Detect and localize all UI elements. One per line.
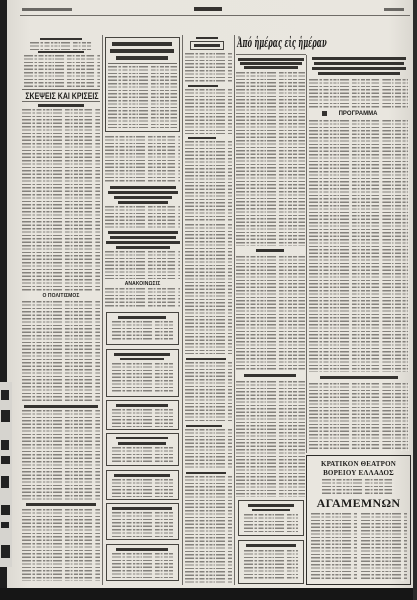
label-bar xyxy=(194,44,220,47)
ad-headline-bar xyxy=(118,442,166,445)
listing-text-lines xyxy=(185,429,232,469)
theatre-org-line-2-text: ΒΟΡΕΙΟΥ ΕΛΛΑΔΟΣ xyxy=(323,468,394,477)
ad-text-lines xyxy=(322,479,394,494)
body-text-lines xyxy=(105,288,180,308)
section-rule xyxy=(236,54,306,55)
ad-text-lines xyxy=(112,363,173,393)
body-text-lines xyxy=(105,206,180,228)
header-page-number xyxy=(384,8,404,11)
body-text-lines xyxy=(22,410,100,500)
column-title xyxy=(22,91,101,101)
ad-text-lines xyxy=(311,513,357,581)
header-masthead xyxy=(194,7,222,11)
section-rule xyxy=(22,101,100,102)
body-text-lines xyxy=(105,136,180,182)
notices-heading-text: ΑΝΑΚΟΙΝΩΣΙΣ xyxy=(124,280,161,287)
feature-title-text: Ἀπό ἡμέρας εἰς ἡμέραν xyxy=(237,35,327,51)
ad-headline-bar xyxy=(116,404,168,407)
subheading-bar xyxy=(38,104,84,107)
headline-bar xyxy=(106,241,180,244)
headline-bar xyxy=(110,186,176,189)
subheading-bar xyxy=(24,405,98,408)
headline-bar xyxy=(318,72,400,75)
header-rule xyxy=(20,15,410,16)
adjacent-page-letter xyxy=(1,440,9,450)
listing-text-lines xyxy=(185,53,232,83)
programme-heading xyxy=(328,110,388,118)
ad-text-lines xyxy=(112,479,173,497)
scan-border-right xyxy=(413,0,417,600)
listing-heading-bar xyxy=(186,472,226,474)
headline-bar xyxy=(112,42,172,46)
ad-text-lines xyxy=(361,513,407,581)
listing-text-lines xyxy=(185,362,232,422)
ad-text-lines xyxy=(112,553,173,578)
section-heading-text: Ο ΠΟΛΙΤΙΣΜΟΣ xyxy=(42,292,80,299)
body-text-lines xyxy=(309,79,409,108)
ad-headline-bar xyxy=(248,504,294,507)
section-heading xyxy=(22,292,100,299)
adjacent-page-letter xyxy=(1,505,10,515)
ad-text-lines xyxy=(112,321,173,341)
body-text-lines xyxy=(24,55,100,87)
body-text-lines xyxy=(236,381,305,497)
listing-heading-bar xyxy=(188,85,218,87)
body-text-lines xyxy=(236,256,305,370)
ad-text-lines xyxy=(112,409,173,427)
headline-bar xyxy=(196,37,218,39)
theatre-org-line-1-text: ΚΡΑΤΙΚΟΝ ΘΕΑΤΡΟΝ xyxy=(321,459,396,468)
ad-text-lines xyxy=(112,512,173,537)
ad-headline-bar xyxy=(120,358,164,360)
adjacent-page-letter xyxy=(1,456,10,464)
body-text-lines xyxy=(236,72,305,246)
section-rule xyxy=(108,63,177,64)
adjacent-page-letter xyxy=(1,390,9,400)
body-text-lines xyxy=(22,509,100,581)
headline-bar xyxy=(116,56,168,60)
ad-text-lines xyxy=(244,550,298,580)
column-rule xyxy=(234,35,235,585)
ad-headline-bar xyxy=(114,353,170,356)
headline-bar xyxy=(114,196,172,199)
headline-bar xyxy=(312,67,406,70)
adjacent-page-letter xyxy=(1,522,9,528)
body-text-lines xyxy=(309,120,409,372)
listing-heading-bar xyxy=(188,137,216,139)
body-text-lines xyxy=(30,42,92,50)
listing-text-lines xyxy=(185,224,232,354)
headline-bar xyxy=(38,51,84,53)
headline-bar xyxy=(238,58,304,61)
headline-bar xyxy=(108,191,178,194)
listing-text-lines xyxy=(185,89,232,134)
section-rule xyxy=(22,89,100,90)
headline-bar xyxy=(118,201,168,204)
listing-text-lines xyxy=(185,141,232,221)
headline-bar xyxy=(314,62,404,65)
adjacent-page-letter xyxy=(1,476,9,488)
adjacent-page-letter xyxy=(1,545,10,558)
subheading-bar xyxy=(244,374,296,377)
subheading-bar xyxy=(320,376,398,379)
column-rule xyxy=(306,55,307,453)
column-rule xyxy=(102,35,103,585)
body-text-lines xyxy=(309,383,409,451)
ad-headline-bar xyxy=(116,548,168,551)
body-text-lines xyxy=(108,66,177,128)
headline-bar xyxy=(110,236,176,239)
headline-bar xyxy=(116,246,170,249)
notices-heading xyxy=(105,280,180,287)
ad-headline-bar xyxy=(252,509,290,511)
ad-headline-bar xyxy=(246,544,296,547)
listing-text-lines xyxy=(185,476,232,584)
theatre-play-title-text: ΑΓΑΜΕΜΝΩΝ xyxy=(316,495,401,510)
header-dateline xyxy=(22,8,72,11)
feature-title xyxy=(237,34,327,52)
headline-bar xyxy=(40,38,82,40)
theatre-play-title xyxy=(308,496,409,510)
scan-border-bottom xyxy=(0,588,417,600)
programme-heading-text: ΠΡΟΓΡΑΜΜΑ xyxy=(338,111,378,117)
adjacent-page-letter xyxy=(1,410,10,422)
listing-heading-bar xyxy=(186,358,226,360)
headline-bar xyxy=(108,231,178,234)
ad-headline-bar xyxy=(114,474,170,477)
column-rule xyxy=(182,35,183,585)
ad-headline-bar xyxy=(112,507,172,510)
headline-bar xyxy=(110,49,174,53)
body-text-lines xyxy=(105,251,180,279)
listing-heading-bar xyxy=(186,425,222,427)
body-text-lines xyxy=(22,109,100,292)
subheading-bar xyxy=(256,249,284,252)
body-text-lines xyxy=(22,301,100,403)
subheading-bar xyxy=(26,503,96,506)
ad-headline-bar xyxy=(116,437,168,439)
ad-headline-bar xyxy=(118,316,166,319)
theatre-org-line-1 xyxy=(308,459,409,468)
headline-bar xyxy=(244,66,298,69)
theatre-org-line-2 xyxy=(308,468,409,477)
headline-bar xyxy=(312,57,406,60)
programme-ornament xyxy=(322,111,327,116)
ad-text-lines xyxy=(112,447,173,463)
column-title-text: ΣΚΕΨΕΙΣ ΚΑΙ ΚΡΙΣΕΙΣ xyxy=(24,91,99,101)
headline-bar xyxy=(240,62,302,65)
ad-text-lines xyxy=(244,514,298,532)
